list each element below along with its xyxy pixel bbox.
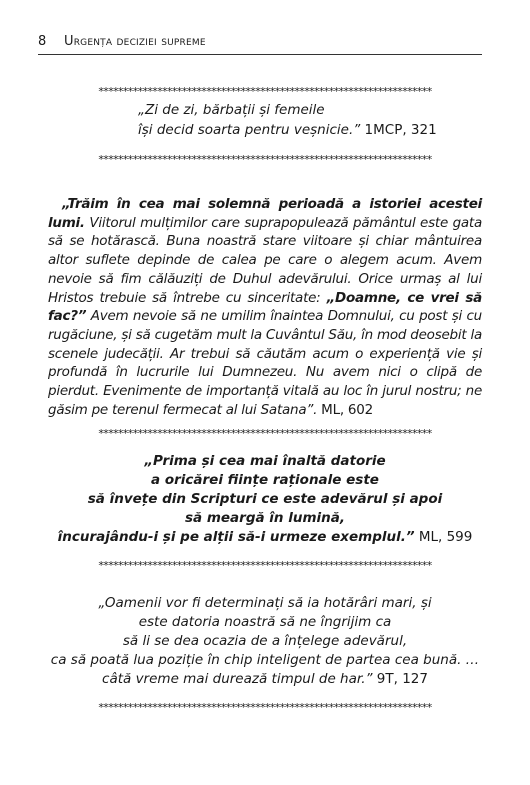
quote-4-line-3: să li se dea ocazia de a înțelege adevărul, <box>122 633 408 649</box>
separator-4: ******************************************************************** <box>98 560 432 572</box>
quote-2-paragraph <box>48 195 482 419</box>
separator-2: ******************************************************************** <box>98 154 432 166</box>
quote-1-source: 1MCP, 321 <box>360 122 437 138</box>
quote-2-text-a: Viitorul mulțimilor care suprapopulează pământul este gata să se hotărască. Buna noastră stare viitoare și chiar mântuirea altor suflete depinde de calea pe care o alegem acum. Avem nevoie să fim călăuziți de Duhul adevărului. Orice urmaș al lui Hristos trebuie să întrebe cu sinceritate: <box>48 214 482 306</box>
separator-5: ******************************************************************** <box>98 702 432 714</box>
quote-1-line-2: își decid soarta pentru veșnicie.” 1MCP, 321 <box>138 122 437 138</box>
header-rule <box>38 54 482 55</box>
quote-4-line-4: ca să poată lua poziție în chip inteligent de partea cea bună. … <box>50 652 480 668</box>
quote-2-text-b: Avem nevoie să ne umilim înaintea Domnului, cu post și cu rugăciune, și să cugetăm mult la Cuvântul Său, în mod deosebit la scenele judecății. Ar trebui să căutăm acum o experiență vie și profundă în lucrurile lui Dumnezeu. Nu avem nici o clipă de pierdut. Evenimente de importanță vitală au loc în jurul nostru; ne găsim pe terenul fermecat al lui Satana”. <box>48 308 482 418</box>
quote-3-line-2: a oricărei ființe raționale este <box>151 472 379 488</box>
quote-1-line-1: „Zi de zi, bărbații și femeile <box>138 102 325 118</box>
quote-4-line-2: este datoria noastră să ne îngrijim ca <box>138 614 392 630</box>
quote-3-line-4: să meargă în lumină, <box>184 510 346 526</box>
quote-4-source: 9T, 127 <box>372 671 428 687</box>
page-number: 8 <box>38 34 47 49</box>
quote-3 <box>40 452 490 547</box>
quote-4 <box>40 594 490 689</box>
quote-3-line-3: să învețe din Scripturi ce este adevărul și apoi <box>87 491 443 507</box>
quote-3-line-1: „Prima și cea mai înaltă datorie <box>144 453 386 469</box>
quote-2-bold-intro: „Trăim în cea mai solemnă perioadă a istoriei acestei lumi. <box>48 196 482 231</box>
chapter-title: Urgența deciziei supreme <box>64 34 206 49</box>
quote-3-line-5: încurajându-i și pe alții să-i urmeze exemplul.” ML, 599 <box>57 529 473 545</box>
separator-1: ******************************************************************** <box>98 86 432 98</box>
quote-4-line-1: „Oamenii vor fi determinați să ia hotărâri mari, și <box>98 595 432 611</box>
quote-4-line-5: câtă vreme mai durează timpul de har.” 9T, 127 <box>102 671 428 687</box>
running-header <box>38 34 482 49</box>
quote-2-bold-question: „Doamne, ce vrei să fac?” <box>48 289 482 325</box>
quote-2-source: ML, 602 <box>317 401 373 418</box>
quote-3-source: ML, 599 <box>414 529 473 545</box>
quote-1 <box>138 100 478 140</box>
separator-3: ******************************************************************** <box>98 428 432 440</box>
